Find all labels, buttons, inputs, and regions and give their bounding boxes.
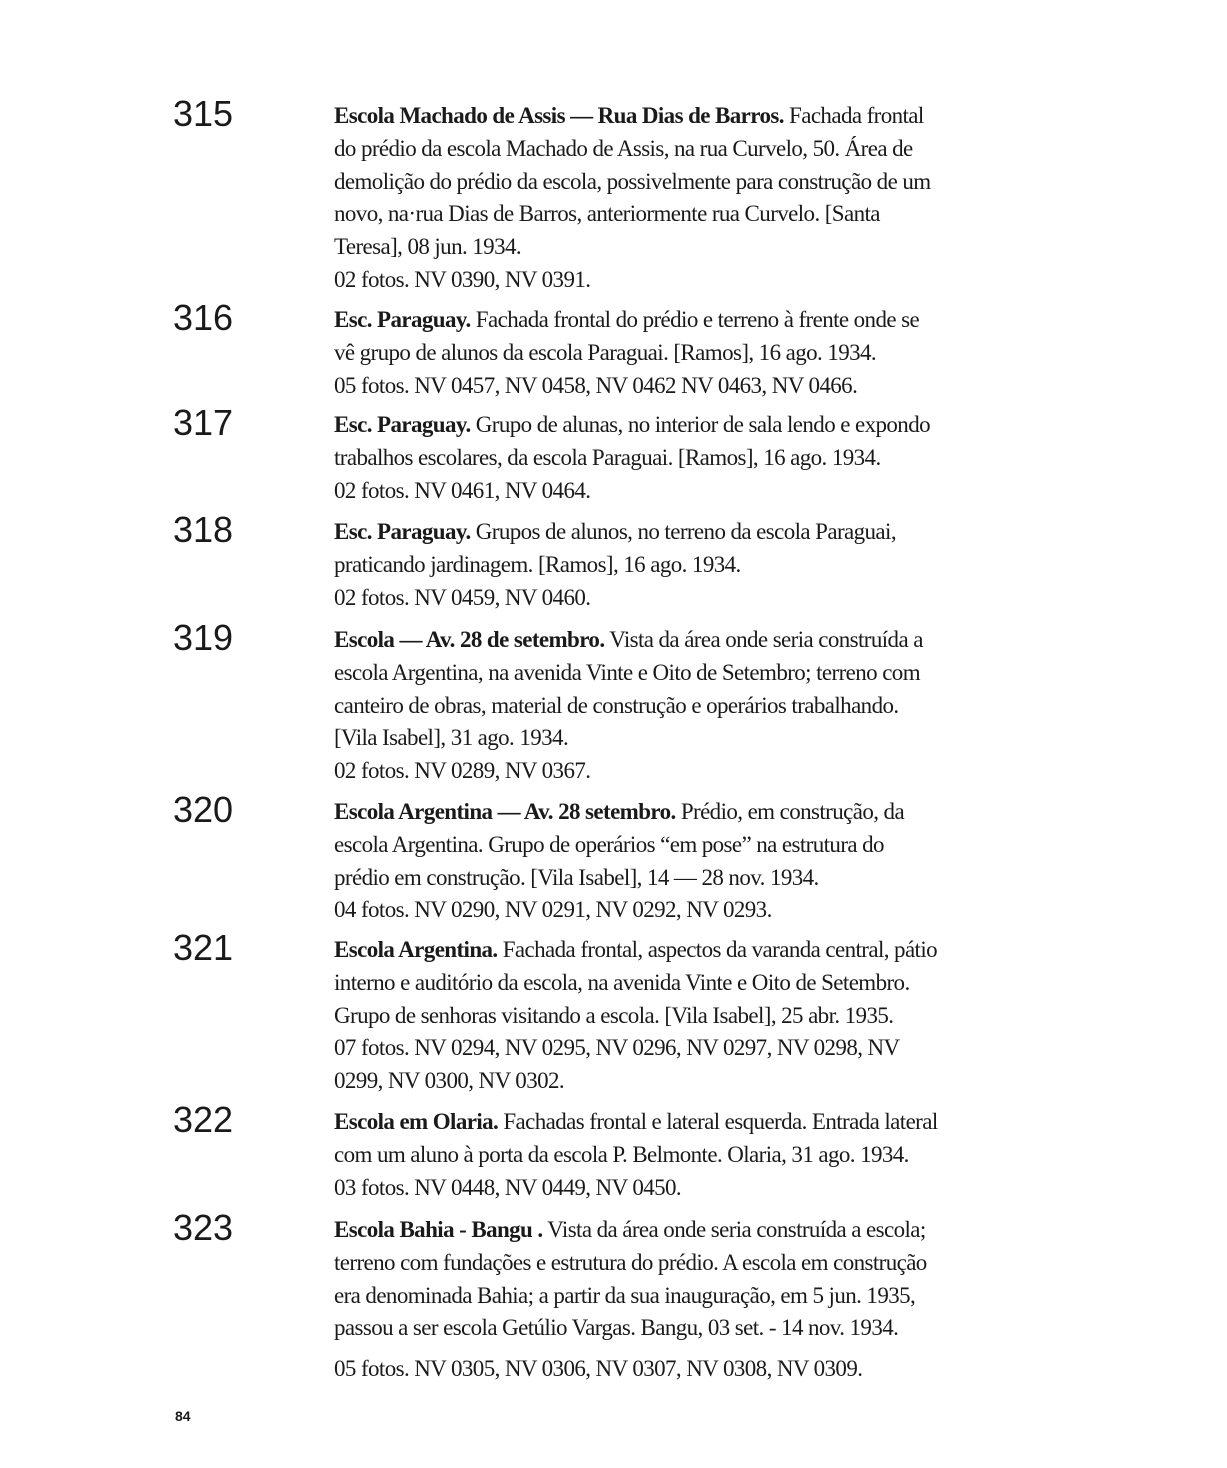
- entry-first-line: [334, 624, 934, 657]
- entry-description-start: Fachadas frontal e lateral esquerda. Entrada lateral: [498, 1109, 938, 1134]
- entry-description-line: demolição do prédio da escola, possivelmente para construção de um: [334, 168, 931, 194]
- entry-title: Escola Bahia - Bangu .: [334, 1217, 543, 1242]
- entry-number: 320: [173, 789, 234, 830]
- entry-description-line: praticando jardinagem. [Ramos], 16 ago. 1934.: [334, 551, 741, 577]
- entry-number: 321: [173, 927, 234, 968]
- entry-description-line: Teresa], 08 jun. 1934.: [334, 234, 522, 260]
- entry-first-line: [334, 1214, 934, 1247]
- entry-description-line: trabalhos escolares, da escola Paraguai. [Ramos], 16 ago. 1934.: [334, 444, 881, 470]
- entry-first-line: [334, 796, 934, 829]
- entry-photo-references: 02 fotos. NV 0459, NV 0460.: [334, 584, 591, 610]
- entry-description-line: passou a ser escola Getúlio Vargas. Bangu, 03 set. - 14 nov. 1934.: [334, 1315, 899, 1341]
- entry-description-line: interno e auditório da escola, na avenida Vinte e Oito de Setembro.: [334, 969, 910, 995]
- entry-title: Escola Machado de Assis — Rua Dias de Barros.: [334, 103, 784, 128]
- entry-body: [334, 934, 938, 1098]
- entry-number: 315: [173, 93, 234, 134]
- entry-body: [334, 516, 934, 614]
- entry-title: Escola em Olaria.: [334, 1109, 499, 1134]
- entry-body: [334, 796, 934, 927]
- page-number: 84: [175, 1408, 191, 1424]
- entry-description-line: com um aluno à porta da escola P. Belmonte. Olaria, 31 ago. 1934.: [334, 1141, 909, 1167]
- entry-description-line: 07 fotos. NV 0294, NV 0295, NV 0296, NV 0297, NV 0298, NV: [334, 1035, 900, 1061]
- entry-description-line: prédio em construção. [Vila Isabel], 14 — 28 nov. 1934.: [334, 864, 819, 890]
- entry-number: 318: [173, 509, 234, 550]
- entry-title: Escola Argentina — Av. 28 setembro.: [334, 799, 676, 824]
- entry-first-line: [334, 304, 934, 337]
- entry-photo-references: 02 fotos. NV 0461, NV 0464.: [334, 477, 591, 503]
- entry-title: Escola — Av. 28 de setembro.: [334, 627, 605, 652]
- entry-description-start: Grupos de alunos, no terreno da escola Paraguai,: [470, 519, 896, 544]
- entry-photo-references: 0299, NV 0300, NV 0302.: [334, 1068, 565, 1094]
- entry-description-start: Prédio, em construção, da: [675, 799, 905, 824]
- entry-title: Escola Argentina.: [334, 937, 498, 962]
- entry-photo-references: 04 fotos. NV 0290, NV 0291, NV 0292, NV 0293.: [334, 897, 772, 923]
- entry-body: [334, 1214, 934, 1386]
- entry-number: 323: [173, 1207, 234, 1248]
- entry-description-line: escola Argentina. Grupo de operários “em pose” na estrutura do: [334, 831, 884, 857]
- entry-title: Esc. Paraguay.: [334, 412, 471, 437]
- entry-body: [334, 304, 934, 402]
- entry-description-start: Fachada frontal, aspectos da varanda central, pátio: [497, 937, 938, 962]
- entry-body: [334, 624, 934, 788]
- entry-number: 322: [173, 1099, 234, 1140]
- entry-photo-references: 02 fotos. NV 0289, NV 0367.: [334, 758, 591, 784]
- entry-description-line: terreno com fundações e estrutura do prédio. A escola em construção: [334, 1249, 927, 1275]
- entry-photo-references: 05 fotos. NV 0457, NV 0458, NV 0462 NV 0463, NV 0466.: [334, 372, 858, 398]
- entry-number: 316: [173, 297, 234, 338]
- entry-description-start: Vista da área onde seria construída a escola;: [542, 1217, 926, 1242]
- entry-description-start: Fachada frontal: [783, 103, 924, 128]
- entry-description-start: Grupo de alunas, no interior de sala lendo e expondo: [470, 412, 931, 437]
- entry-number: 319: [173, 617, 234, 658]
- entry-description-line: novo, na·rua Dias de Barros, anteriormente rua Curvelo. [Santa: [334, 201, 880, 227]
- entry-body: [334, 409, 934, 507]
- entry-description-line: vê grupo de alunos da escola Paraguai. [Ramos], 16 ago. 1934.: [334, 339, 877, 365]
- entry-description-start: Vista da área onde seria construída a: [604, 627, 923, 652]
- entry-first-line: [334, 100, 934, 133]
- entry-description-line: canteiro de obras, material de construção e operários trabalhando.: [334, 692, 899, 718]
- entry-description-start: Fachada frontal do prédio e terreno à frente onde se: [470, 307, 920, 332]
- entry-number: 317: [173, 402, 234, 443]
- entry-photo-references: 02 fotos. NV 0390, NV 0391.: [334, 266, 591, 292]
- entry-description-line: Grupo de senhoras visitando a escola. [Vila Isabel], 25 abr. 1935.: [334, 1002, 894, 1028]
- entry-photo-references: 05 fotos. NV 0305, NV 0306, NV 0307, NV 0308, NV 0309.: [334, 1356, 863, 1382]
- entry-first-line: [334, 934, 938, 967]
- entry-body: [334, 1106, 938, 1204]
- entry-description-line: era denominada Bahia; a partir da sua inauguração, em 5 jun. 1935,: [334, 1282, 916, 1308]
- entry-description-line: do prédio da escola Machado de Assis, na rua Curvelo, 50. Área de: [334, 135, 913, 161]
- entry-title: Esc. Paraguay.: [334, 307, 471, 332]
- entry-description-line: [Vila Isabel], 31 ago. 1934.: [334, 725, 569, 751]
- entry-body: [334, 100, 934, 297]
- entry-photo-references: 03 fotos. NV 0448, NV 0449, NV 0450.: [334, 1174, 682, 1200]
- entry-first-line: [334, 1106, 938, 1139]
- entry-first-line: [334, 409, 934, 442]
- entry-title: Esc. Paraguay.: [334, 519, 471, 544]
- entry-first-line: [334, 516, 934, 549]
- entry-description-line: escola Argentina, na avenida Vinte e Oito de Setembro; terreno com: [334, 659, 920, 685]
